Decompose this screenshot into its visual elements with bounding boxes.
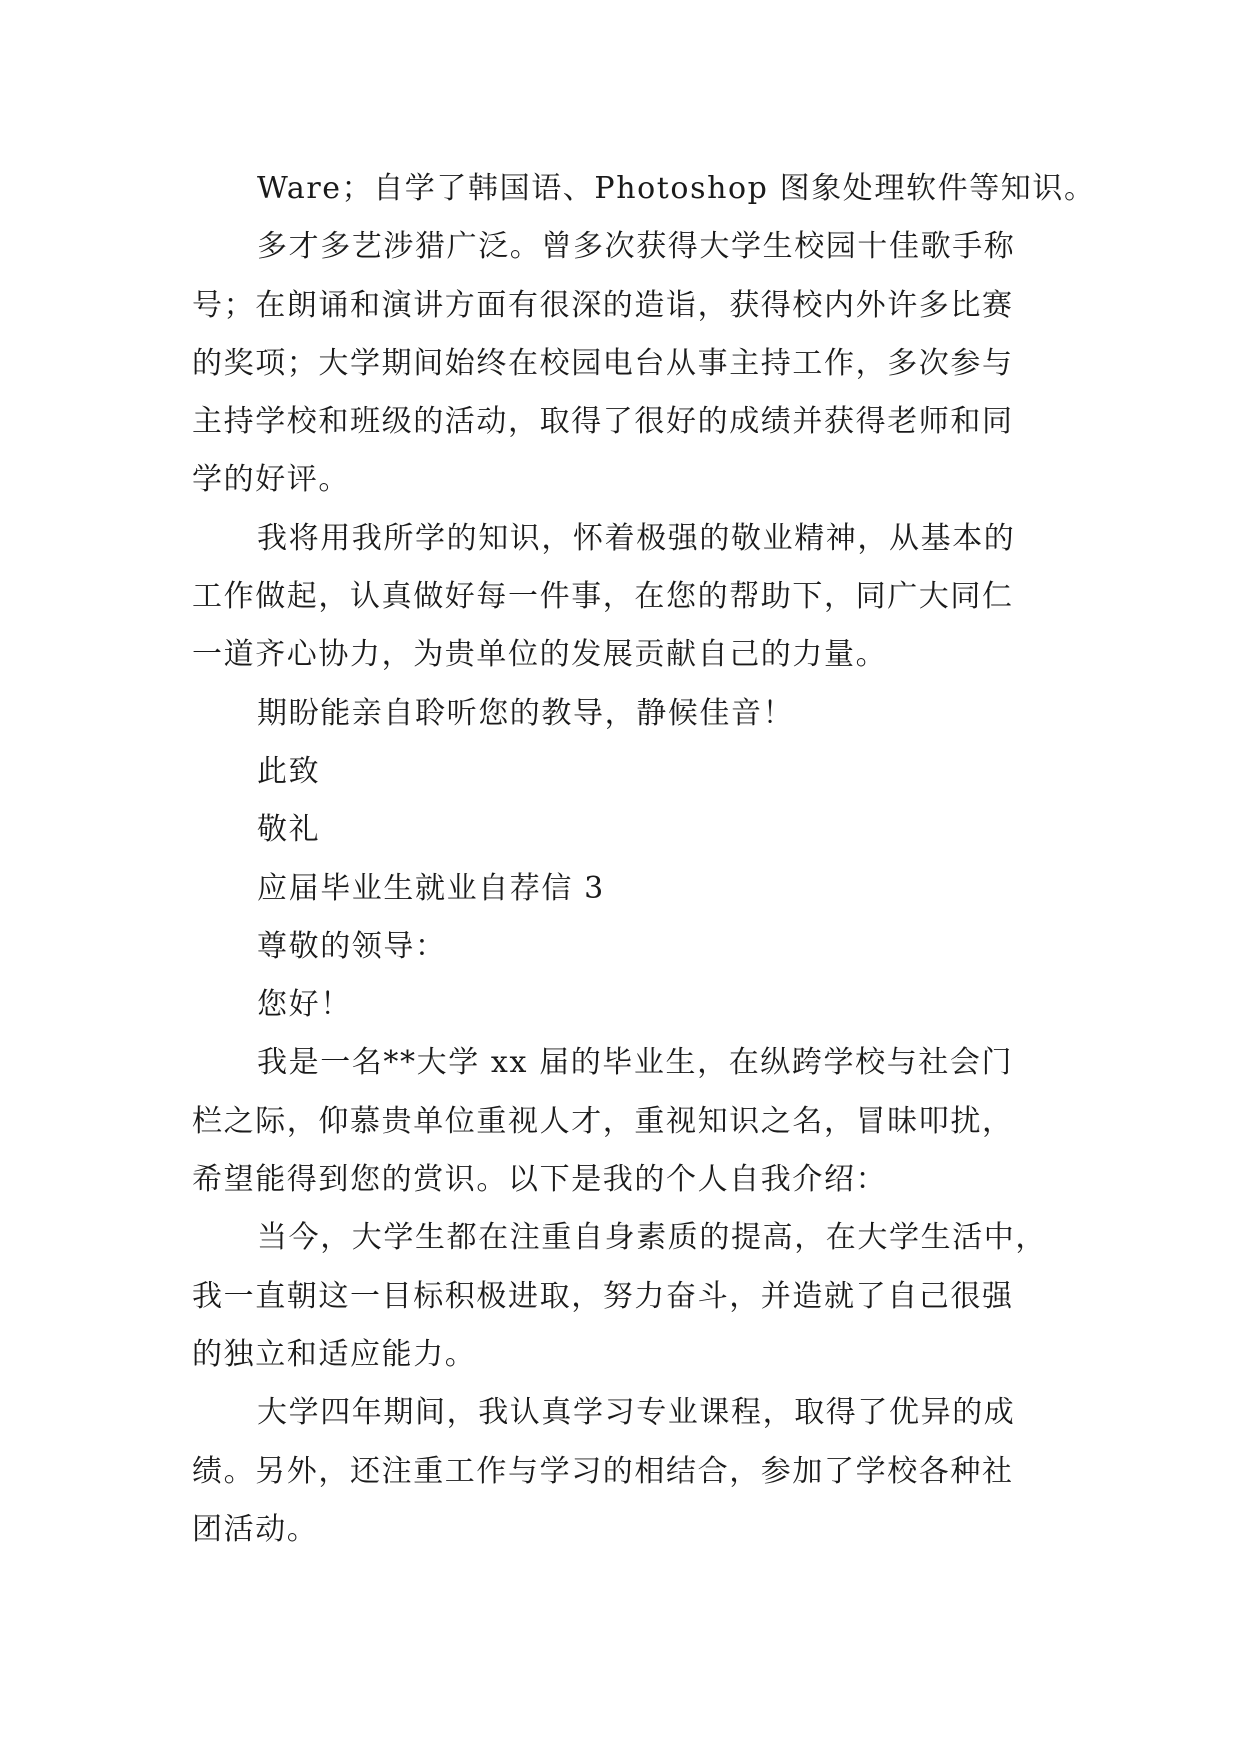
- document-body: [192, 160, 1096, 1559]
- text-line: 的独立和适应能力。: [192, 1336, 477, 1372]
- text-line: 号；在朗诵和演讲方面有很深的造诣，获得校内外许多比赛: [192, 287, 1014, 323]
- text-line: 团活动。: [192, 1511, 319, 1547]
- text-line: 我一直朝这一目标积极进取，努力奋斗，并造就了自己很强: [192, 1278, 1014, 1314]
- text-line: 多才多艺涉猎广泛。曾多次获得大学生校园十佳歌手称: [257, 229, 1016, 265]
- text-line: 我是一名**大学 xx 届的毕业生，在纵跨学校与社会门: [257, 1045, 1014, 1081]
- section-title: 应届毕业生就业自荐信 3: [257, 870, 605, 906]
- text-line: 绩。另外，还注重工作与学习的相结合，参加了学校各种社: [192, 1453, 1014, 1489]
- text-line: 当今，大学生都在注重自身素质的提高，在大学生活中，: [257, 1220, 1047, 1256]
- text-line: 我将用我所学的知识，怀着极强的敬业精神，从基本的: [257, 520, 1016, 556]
- greeting: 尊敬的领导：: [257, 928, 447, 964]
- text-line: 工作做起，认真做好每一件事，在您的帮助下，同广大同仁: [192, 579, 1014, 615]
- text-line: 栏之际，仰慕贵单位重视人才，重视知识之名，冒昧叩扰，: [192, 1103, 1014, 1139]
- text-line: 学的好评。: [192, 462, 350, 498]
- text-line: Ware；自学了韩国语、Photoshop 图象处理软件等知识。: [257, 171, 1096, 206]
- text-line: 希望能得到您的赏识。以下是我的个人自我介绍：: [192, 1162, 888, 1198]
- text-line: 大学四年期间，我认真学习专业课程，取得了优异的成: [257, 1395, 1016, 1431]
- salutation-closing: 此致: [257, 753, 321, 789]
- text-line: 主持学校和班级的活动，取得了很好的成绩并获得老师和同: [192, 404, 1014, 440]
- salutation-regards: 敬礼: [257, 812, 321, 848]
- greeting-hello: 您好！: [257, 987, 352, 1023]
- text-line: 一道齐心协力，为贵单位的发展贡献自己的力量。: [192, 637, 888, 673]
- text-line: 的奖项；大学期间始终在校园电台从事主持工作，多次参与: [192, 345, 1014, 381]
- text-line: 期盼能亲自聆听您的教导，静候佳音！: [257, 695, 795, 731]
